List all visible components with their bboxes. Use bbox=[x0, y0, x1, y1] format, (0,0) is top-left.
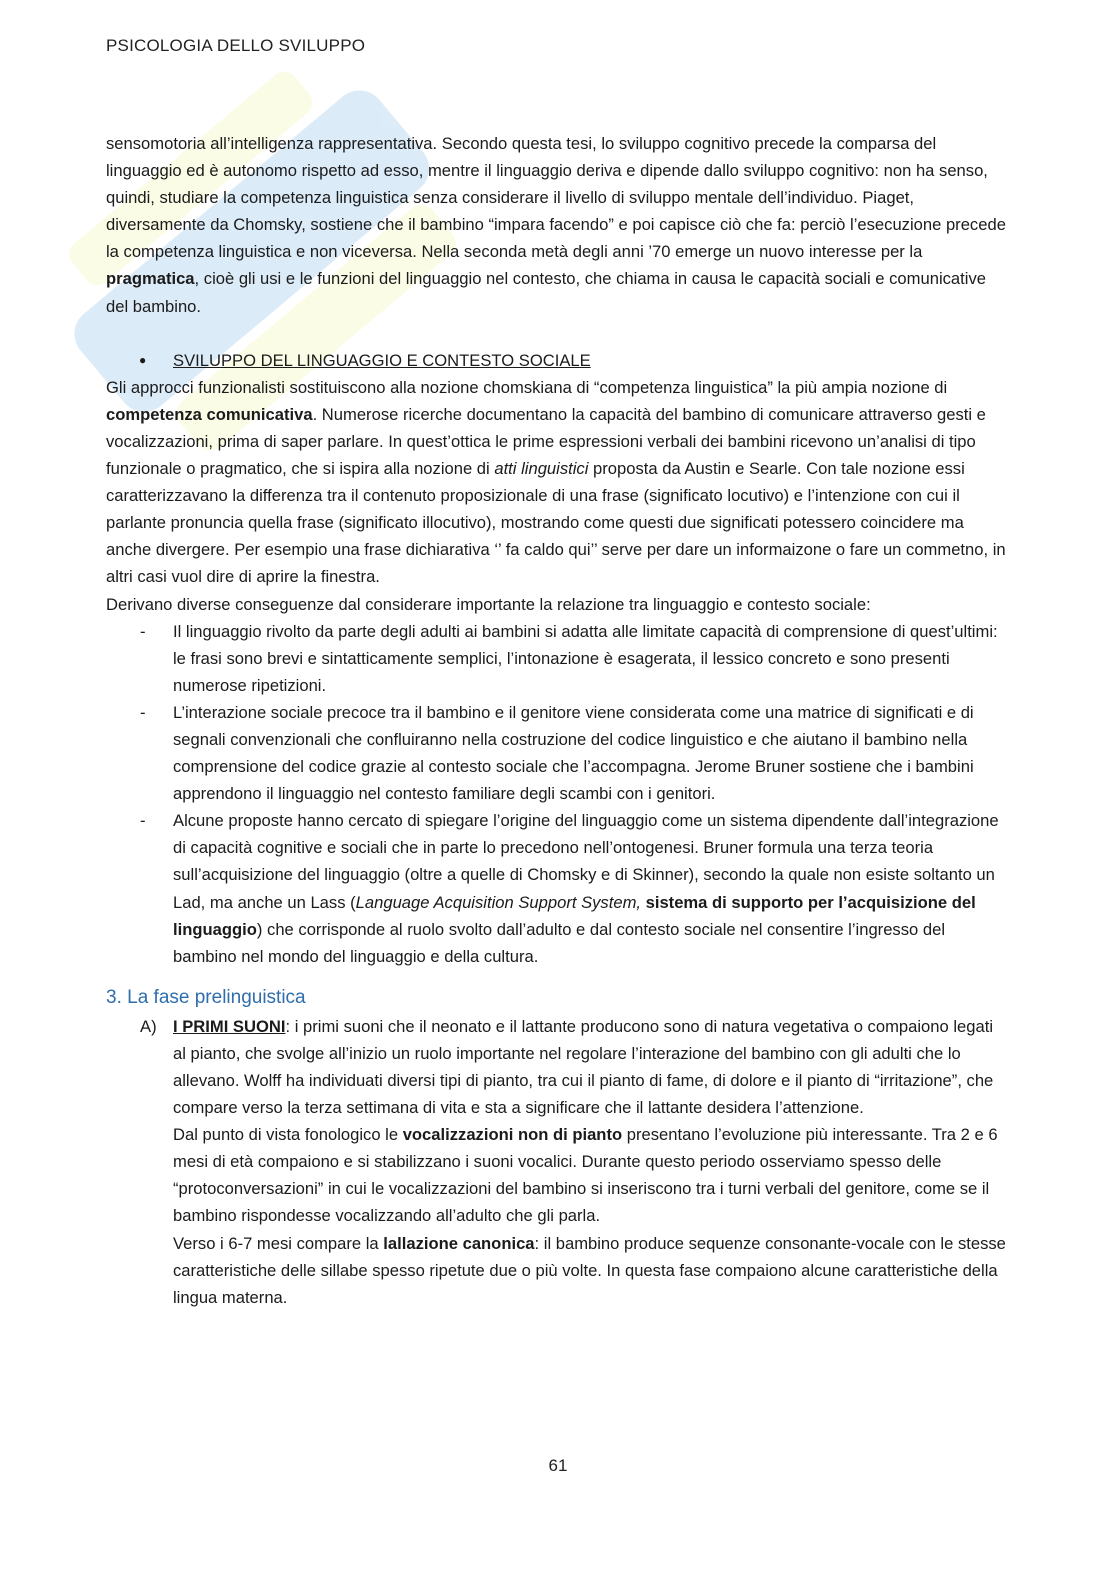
paragraph bbox=[106, 374, 1006, 591]
text-run: : il bambino produce sequenze consonante-vocale con le stesse caratteristiche delle sillabe spesso ripetute due o più volte. In questa fase compaiono alcune caratteristiche della lingua materna. bbox=[173, 1233, 1006, 1307]
bullet-heading bbox=[106, 347, 1006, 374]
dash-marker: - bbox=[140, 811, 146, 831]
bold-term: pragmatica bbox=[106, 269, 195, 289]
bullet-heading-label: SVILUPPO DEL LINGUAGGIO E CONTESTO SOCIALE bbox=[173, 350, 591, 370]
dash-list bbox=[106, 618, 1006, 970]
bold-heading: I PRIMI SUONI bbox=[173, 1016, 286, 1036]
bullet-icon: ● bbox=[139, 352, 147, 367]
bold-term: competenza comunicativa bbox=[106, 404, 313, 424]
page-content bbox=[106, 130, 1006, 1311]
bold-term: lallazione canonica bbox=[383, 1233, 535, 1253]
italic-term: Language Acquisition Support System, bbox=[355, 892, 641, 912]
text-run: ) che corrisponde al ruolo svolto dall’adulto e dal contesto sociale nel consentire l’ingresso del bambino nel mondo del linguaggio e della cultura. bbox=[173, 919, 946, 966]
list-item-text: Il linguaggio rivolto da parte degli adulti ai bambini si adatta alle limitate capacità di comprensione di quest’ultimi: le frasi sono brevi e sintatticamente semplici, l’intonazione è esagerata, il lessico concreto e sono presenti numerose ripetizioni. bbox=[173, 621, 998, 695]
list-item bbox=[106, 618, 1006, 699]
section-title: 3. La fase prelinguistica bbox=[106, 986, 306, 1008]
dash-marker: - bbox=[140, 702, 146, 722]
text-run: sensomotoria all’intelligenza rappresentativa. Secondo questa tesi, lo sviluppo cognitivo precede la comparsa del linguaggio ed è autonomo rispetto ad esso, mentre il linguaggio deriva e dipende dallo sviluppo cognitivo: non ha senso, quindi, studiare la competenza linguistica senza considerare il livello di sviluppo mentale dell’individuo. Piaget, diversamente da Chomsky, sostiene che il bambino “impara facendo” e poi capisce ciò che fa: perciò l’esecuzione precede la competenza linguistica e non viceversa. Nella seconda metà degli anni ’70 emerge un nuovo interesse per la bbox=[106, 134, 1006, 262]
list-item bbox=[106, 1013, 1006, 1311]
dash-marker: - bbox=[140, 621, 146, 641]
text-run: Gli approcci funzionalisti sostituiscono alla nozione chomskiana di “competenza linguistica” la più ampia nozione di bbox=[106, 377, 948, 397]
paragraph bbox=[106, 130, 1006, 320]
bold-term: vocalizzazioni non di pianto bbox=[402, 1125, 623, 1145]
page-header: PSICOLOGIA DELLO SVILUPPO bbox=[106, 36, 366, 55]
text-run: Verso i 6-7 mesi compare la bbox=[173, 1233, 384, 1253]
text-run: Dal punto di vista fonologico le bbox=[173, 1125, 403, 1145]
text-run: : i primi suoni che il neonato e il lattante producono sono di natura vegetativa o compaiono legati al pianto, che svolge all’inizio un ruolo importante nel regolare l’interazione del bambino con gli adulti che lo allevano. Wolff ha individuati diversi tipi di pianto, tra cui il pianto di fame, di dolore e il pianto di “irritazione”, che compare verso la terza settimana di vita e sta a significare che il lattante desidera l’attenzione. bbox=[173, 1016, 994, 1118]
page-number: 61 bbox=[548, 1456, 568, 1475]
bold-term: sistema di supporto per l’acquisizione del linguaggio bbox=[173, 892, 976, 939]
text-run: . Numerose ricerche documentano la capacità del bambino di comunicare attraverso gesti e vocalizzazioni, prima di saper parlare. In quest’ottica le prime espressioni verbali dei bambini ricevono un’analisi di tipo funzionale o pragmatico, che si ispira alla nozione di bbox=[106, 404, 986, 479]
alpha-list bbox=[106, 1013, 1006, 1311]
text-run: proposta da Austin e Searle. Con tale nozione essi caratterizzavano la differenza tra il contenuto proposizionale di una frase (significato locutivo) e l’intenzione con cui il parlante pronuncia quella frase (significato illocutivo), mostrando come questi due significati potessero coincidere ma anche divergere. Per esempio una frase dichiarativa ‘’ fa caldo qui’’ serve per dare un informaizone o fare un commetno, in altri casi vuol dire di aprire la finestra. bbox=[106, 459, 1006, 587]
paragraph bbox=[173, 1013, 1006, 1121]
list-marker: A) bbox=[140, 1016, 157, 1036]
text-run: , cioè gli usi e le funzioni del linguaggio nel contesto, che chiama in causa le capacità sociali e comunicative del bambino. bbox=[106, 269, 986, 316]
paragraph bbox=[173, 1121, 1006, 1229]
italic-term: atti linguistici bbox=[494, 459, 589, 479]
list-item-text: L’interazione sociale precoce tra il bambino e il genitore viene considerata come una matrice di significati e di segnali convenzionali che confluiranno nella costruzione del codice linguistico e che aiutano il bambino nella comprensione del codice grazie al contesto sociale che l’accompagna. Jerome Bruner sostiene che i bambini apprendono il linguaggio nel contesto familiare degli scambi con i genitori. bbox=[173, 702, 974, 804]
paragraph bbox=[173, 1230, 1006, 1311]
text-run: Alcune proposte hanno cercato di spiegare l’origine del linguaggio come un sistema dipendente dall’integrazione di capacità cognitive e sociali che in parte lo precedono nell’ontogenesi. Bruner formula una terza teoria sull’acquisizione del linguaggio (oltre a quelle di Chomsky e di Skinner), secondo la quale non esiste soltanto un Lad, ma anche un Lass ( bbox=[173, 811, 999, 912]
text-run: presentano l’evoluzione più interessante. Tra 2 e 6 mesi di età compaiono e si stabilizzano i suoni vocalici. Durante questo periodo osserviamo spesso delle “protoconversazioni” in cui le vocalizzazioni del bambino si inseriscono tra i turni verbali del genitore, come se il bambino rispondesse vocalizzando all’adulto che gli parla. bbox=[173, 1125, 998, 1226]
list-item bbox=[106, 807, 1006, 970]
paragraph: Derivano diverse conseguenze dal considerare importante la relazione tra linguaggio e contesto sociale: bbox=[106, 594, 871, 614]
list-item bbox=[106, 699, 1006, 807]
